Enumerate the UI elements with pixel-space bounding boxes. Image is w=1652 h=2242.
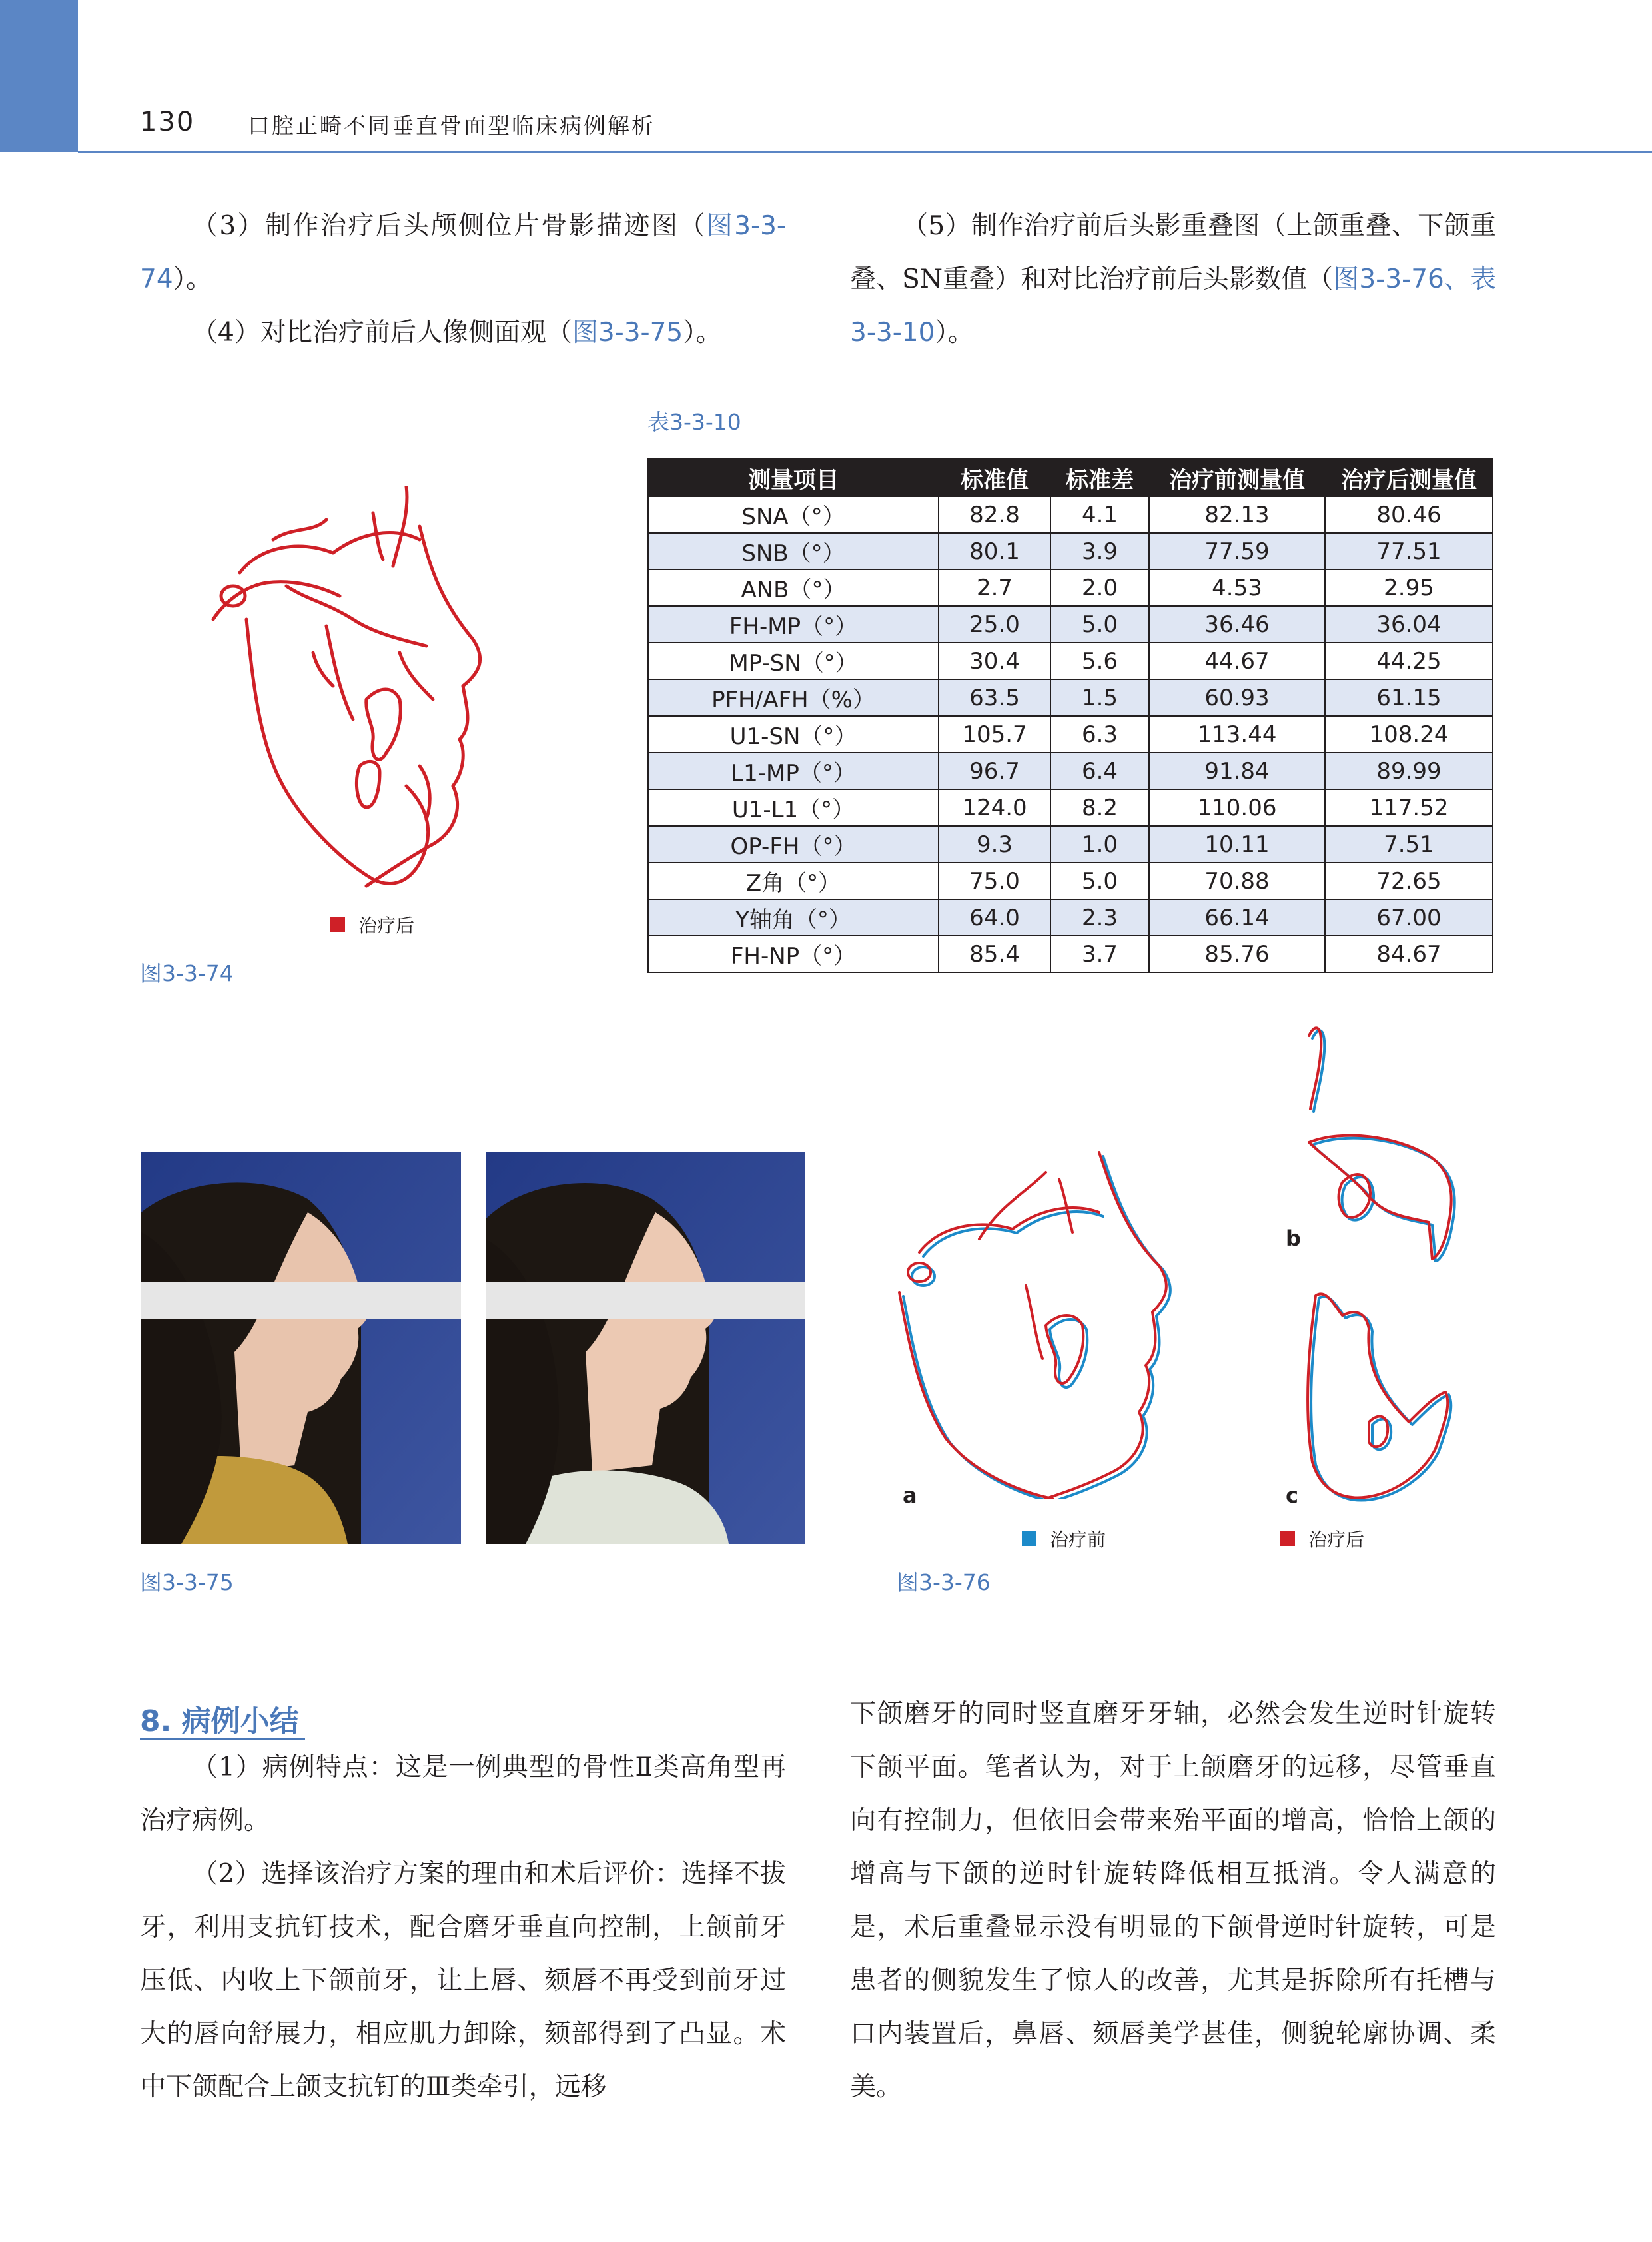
- value-cell: 89.99: [1325, 753, 1493, 789]
- value-cell: 4.1: [1050, 496, 1149, 533]
- measurement-name-cell: L1-MP（°）: [648, 753, 939, 789]
- table-row: [648, 863, 1493, 899]
- section8-left-column: [140, 1741, 786, 2114]
- measurement-table: [647, 458, 1493, 973]
- value-cell: 7.51: [1325, 826, 1493, 863]
- section-heading: 8. 病例小结: [140, 1704, 299, 1738]
- table-row: [648, 606, 1493, 643]
- table-row: [648, 936, 1493, 972]
- value-cell: 77.51: [1325, 533, 1493, 569]
- panel-label-a: a: [903, 1483, 917, 1508]
- value-cell: 9.3: [939, 826, 1050, 863]
- eye-mask-bar: [141, 1282, 461, 1319]
- measurement-name-cell: OP-FH（°）: [648, 826, 939, 863]
- measurement-name-cell: ANB（°）: [648, 569, 939, 606]
- table-header-row: [648, 459, 1493, 496]
- legend-label-after: 治疗后: [358, 915, 415, 936]
- value-cell: 1.0: [1050, 826, 1149, 863]
- table-row: [648, 496, 1493, 533]
- value-cell: 105.7: [939, 716, 1050, 753]
- value-cell: 80.1: [939, 533, 1050, 569]
- legend-swatch-after: [1280, 1531, 1295, 1546]
- value-cell: 91.84: [1149, 753, 1325, 789]
- value-cell: 67.00: [1325, 899, 1493, 936]
- value-cell: 2.95: [1325, 569, 1493, 606]
- value-cell: 6.3: [1050, 716, 1149, 753]
- measurement-name-cell: U1-L1（°）: [648, 789, 939, 826]
- measurement-name-cell: MP-SN（°）: [648, 643, 939, 679]
- header-cell: 测量项目: [648, 459, 939, 496]
- value-cell: 117.52: [1325, 789, 1493, 826]
- profile-photo-after: [486, 1152, 805, 1544]
- legend-swatch-before: [1022, 1531, 1036, 1546]
- table-row: [648, 899, 1493, 936]
- value-cell: 63.5: [939, 679, 1050, 716]
- value-cell: 75.0: [939, 863, 1050, 899]
- measurement-name-cell: SNB（°）: [648, 533, 939, 569]
- measurement-name-cell: Y轴角（°）: [648, 899, 939, 936]
- value-cell: 5.6: [1050, 643, 1149, 679]
- cephalometric-tracing-after: [200, 486, 546, 899]
- superimposition-mandible: [1302, 1289, 1482, 1515]
- paragraph-continuation: 下颌磨牙的同时竖直磨牙牙轴，必然会发生逆时针旋转下颌平面。笔者认为，对于上颌磨牙的远移，尽管垂直向有控制力，但依旧会带来殆平面的增高，恰恰上颌的增高与下颌的逆时针旋转降低相互抵消。令人满意的是，术后重叠显示没有明显的下颌骨逆时针旋转，可是患者的侧貌发生了惊人的改善，尤其是拆除所有托槽与口内装置后，鼻唇、颏唇美学甚佳，侧貌轮廓协调、柔美。: [850, 1699, 1496, 2102]
- value-cell: 82.8: [939, 496, 1050, 533]
- header-cell: 标准差: [1050, 459, 1149, 496]
- table-row: [648, 716, 1493, 753]
- header-color-bar: [0, 0, 78, 152]
- value-cell: 110.06: [1149, 789, 1325, 826]
- panel-label-b: b: [1286, 1226, 1301, 1251]
- header-cell: 治疗前测量值: [1149, 459, 1325, 496]
- figure-ref-74[interactable]: 图3-3-74: [140, 211, 786, 294]
- value-cell: 77.59: [1149, 533, 1325, 569]
- top-right-text: [850, 200, 1496, 360]
- value-cell: 44.67: [1149, 643, 1325, 679]
- figure-caption-74: 图3-3-74: [140, 960, 234, 986]
- value-cell: 85.76: [1149, 936, 1325, 972]
- value-cell: 84.67: [1325, 936, 1493, 972]
- legend-fig74: [330, 911, 414, 938]
- figure-ref-75[interactable]: 图3-3-75: [572, 318, 683, 348]
- paragraph-3: （3）制作治疗后头颅侧位片骨影描迹图（图3-3-74）。: [140, 211, 786, 294]
- measurement-name-cell: SNA（°）: [648, 496, 939, 533]
- table-row: [648, 643, 1493, 679]
- profile-photo-before: [141, 1152, 461, 1544]
- value-cell: 1.5: [1050, 679, 1149, 716]
- page-number: 130: [140, 107, 195, 137]
- value-cell: 6.4: [1050, 753, 1149, 789]
- value-cell: 60.93: [1149, 679, 1325, 716]
- value-cell: 25.0: [939, 606, 1050, 643]
- measurement-name-cell: FH-MP（°）: [648, 606, 939, 643]
- measurement-name-cell: FH-NP（°）: [648, 936, 939, 972]
- measurement-name-cell: Z角（°）: [648, 863, 939, 899]
- table-row: [648, 789, 1493, 826]
- table-row: [648, 679, 1493, 716]
- table-row: [648, 569, 1493, 606]
- running-title: 口腔正畸不同垂直骨面型临床病例解析: [248, 113, 655, 139]
- table-row: [648, 753, 1493, 789]
- header-cell: 标准值: [939, 459, 1050, 496]
- value-cell: 8.2: [1050, 789, 1149, 826]
- paragraph-4: （4）对比治疗前后人像侧面观（图3-3-75）。: [192, 318, 722, 348]
- value-cell: 2.0: [1050, 569, 1149, 606]
- panel-label-c: c: [1286, 1483, 1298, 1508]
- measurement-name-cell: U1-SN（°）: [648, 716, 939, 753]
- section8-right-column: [850, 1688, 1496, 2114]
- header-cell: 治疗后测量值: [1325, 459, 1493, 496]
- legend-fig76-after: [1280, 1525, 1364, 1552]
- paragraph-5: （5）制作治疗前后头影重叠图（上颌重叠、下颌重叠、SN重叠）和对比治疗前后头影数值（图3-3-76、表3-3-10）。: [850, 211, 1496, 348]
- table-row: [648, 826, 1493, 863]
- eye-mask-bar: [486, 1282, 805, 1319]
- table-row: [648, 533, 1493, 569]
- value-cell: 96.7: [939, 753, 1050, 789]
- value-cell: 2.3: [1050, 899, 1149, 936]
- value-cell: 36.04: [1325, 606, 1493, 643]
- superimposition-sn: [893, 1126, 1239, 1499]
- value-cell: 4.53: [1149, 569, 1325, 606]
- value-cell: 3.7: [1050, 936, 1149, 972]
- value-cell: 80.46: [1325, 496, 1493, 533]
- value-cell: 82.13: [1149, 496, 1325, 533]
- value-cell: 64.0: [939, 899, 1050, 936]
- value-cell: 36.46: [1149, 606, 1325, 643]
- figure-caption-75: 图3-3-75: [140, 1569, 234, 1595]
- value-cell: 85.4: [939, 936, 1050, 972]
- value-cell: 5.0: [1050, 863, 1149, 899]
- value-cell: 124.0: [939, 789, 1050, 826]
- superimposition-maxilla: [1302, 1022, 1482, 1262]
- value-cell: 72.65: [1325, 863, 1493, 899]
- section-underline: [140, 1738, 305, 1740]
- value-cell: 5.0: [1050, 606, 1149, 643]
- value-cell: 2.7: [939, 569, 1050, 606]
- figure-ref-76-table[interactable]: 图3-3-76、表3-3-10: [850, 264, 1496, 348]
- value-cell: 44.25: [1325, 643, 1493, 679]
- table-caption: 表3-3-10: [647, 409, 741, 435]
- value-cell: 3.9: [1050, 533, 1149, 569]
- paragraph-case-features: （1）病例特点：这是一例典型的骨性Ⅱ类高角型再治疗病例。: [140, 1752, 786, 1836]
- paragraph-rationale: （2）选择该治疗方案的理由和术后评价：选择不拔牙，利用支抗钉技术，配合磨牙垂直向控制，上颌前牙压低、内收上下颌前牙，让上唇、颏唇不再受到前牙过大的唇向舒展力，相应肌力卸除，颏部得到了凸显。术中下颌配合上颌支抗钉的Ⅲ类牵引，远移: [140, 1859, 786, 2102]
- value-cell: 30.4: [939, 643, 1050, 679]
- value-cell: 66.14: [1149, 899, 1325, 936]
- value-cell: 10.11: [1149, 826, 1325, 863]
- figure-caption-76: 图3-3-76: [897, 1569, 991, 1595]
- legend-label-after: 治疗后: [1308, 1529, 1365, 1551]
- header-rule: [78, 151, 1652, 153]
- value-cell: 70.88: [1149, 863, 1325, 899]
- value-cell: 61.15: [1325, 679, 1493, 716]
- value-cell: 108.24: [1325, 716, 1493, 753]
- value-cell: 113.44: [1149, 716, 1325, 753]
- legend-fig76-before: [1022, 1525, 1106, 1552]
- legend-swatch-after: [330, 917, 345, 932]
- top-left-text: [140, 200, 786, 360]
- measurement-name-cell: PFH/AFH（%）: [648, 679, 939, 716]
- legend-label-before: 治疗前: [1050, 1529, 1106, 1551]
